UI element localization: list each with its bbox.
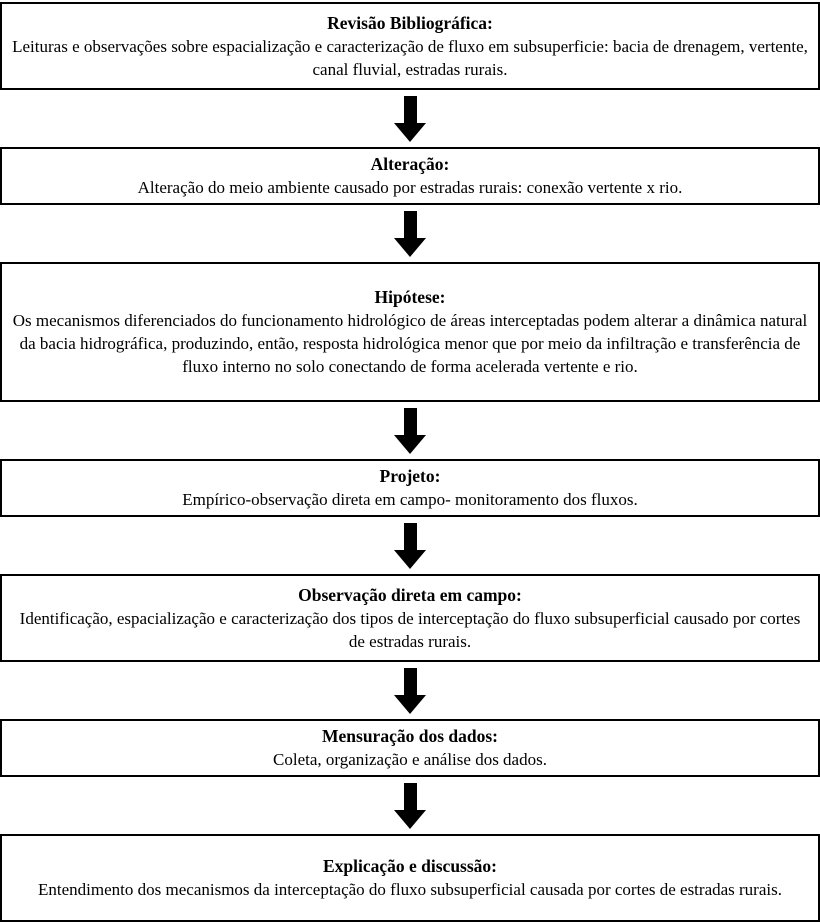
box-body: Alteração do meio ambiente causado por estradas rurais: conexão vertente x rio. — [137, 178, 683, 197]
box-body: Entendimento dos mecanismos da interceptação do fluxo subsuperficial causada por cortes de estradas rurais. — [38, 880, 782, 899]
arrow-stem — [404, 96, 417, 123]
box-title: Alteração: — [370, 154, 450, 174]
down-arrow-icon — [0, 517, 820, 574]
box-body: Os mecanismos diferenciados do funcionamento hidrológico de áreas interceptadas podem alterar a dinâmica natural da bacia hidrográfica, produzindo, então, resposta hidrológica menor que por meio da infiltração e transferência de fluxo interno no solo conectando de forma acelerada vertente e rio. — [12, 311, 808, 376]
box-body: Identificação, espacialização e caracterização dos tipos de interceptação do fluxo subsuperficial causado por cortes de estradas rurais. — [19, 608, 801, 651]
arrow-stem — [404, 783, 417, 810]
box-title: Hipótese: — [374, 287, 446, 307]
arrow-stem — [404, 408, 417, 435]
arrow-head — [394, 695, 426, 714]
down-arrow-icon — [0, 777, 820, 834]
arrow-head — [394, 810, 426, 829]
arrow-stem — [404, 668, 417, 695]
flow-box-mensuracao-dados — [0, 719, 820, 777]
arrow-head — [394, 435, 426, 454]
arrow-stem — [404, 523, 417, 550]
flow-box-revisao-bibliografica — [0, 2, 820, 90]
down-arrow-icon — [0, 662, 820, 719]
down-arrow-icon — [0, 90, 820, 147]
box-title: Mensuração dos dados: — [322, 726, 498, 746]
arrow-head — [394, 550, 426, 569]
arrow-head — [394, 123, 426, 142]
box-body: Empírico-observação direta em campo- monitoramento dos fluxos. — [182, 490, 638, 509]
flow-box-observacao-direta — [0, 574, 820, 662]
box-title: Projeto: — [379, 466, 441, 486]
box-title: Observação direta em campo: — [298, 584, 522, 605]
flow-box-alteracao — [0, 147, 820, 205]
flow-box-hipotese — [0, 262, 820, 402]
box-body: Leituras e observações sobre espacialização e caracterização de fluxo em subsuperficie: bacia de drenagem, vertente, canal fluvial, estradas rurais. — [12, 36, 808, 79]
flow-box-projeto — [0, 459, 820, 517]
down-arrow-icon — [0, 402, 820, 459]
box-title: Revisão Bibliográfica: — [327, 12, 493, 33]
box-body: Coleta, organização e análise dos dados. — [273, 750, 547, 769]
down-arrow-icon — [0, 205, 820, 262]
arrow-stem — [404, 211, 417, 238]
arrow-head — [394, 238, 426, 257]
box-title: Explicação e discussão: — [322, 856, 498, 876]
flow-box-explicacao-discussao — [0, 834, 820, 922]
